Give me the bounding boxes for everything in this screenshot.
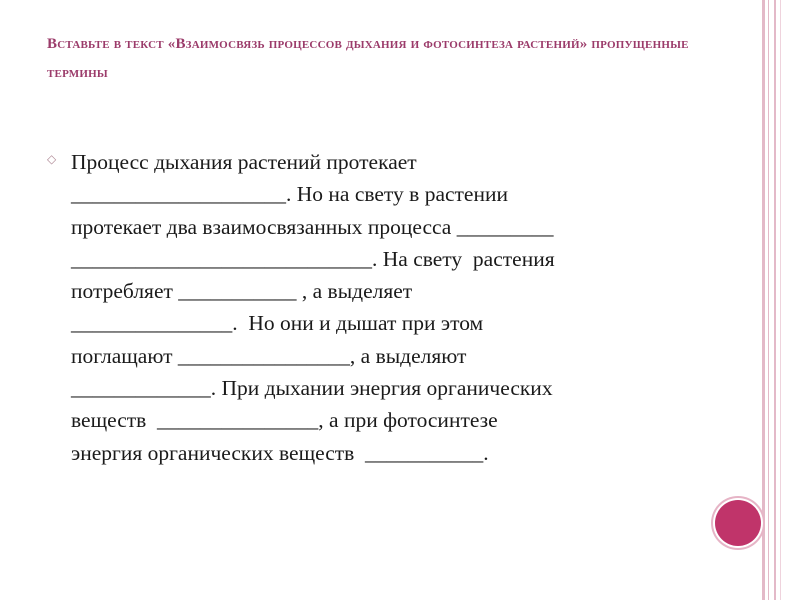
paragraph-line: _______________. Но они и дышат при этом bbox=[71, 311, 484, 336]
paragraph-line: веществ _______________, а при фотосинтезе bbox=[71, 408, 498, 433]
slide-title: Вставьте в текст «Взаимосвязь процессов дыхания и фотосинтеза растений» пропущенные термины bbox=[47, 36, 689, 81]
decorative-side-line bbox=[768, 0, 769, 600]
paragraph-line: Процесс дыхания растений протекает bbox=[71, 150, 417, 174]
paragraph-line: _____________. При дыхании энергия органических bbox=[71, 376, 553, 401]
paragraph-line: ____________________. Но на свету в растении bbox=[71, 182, 508, 207]
fill-in-paragraph bbox=[71, 146, 701, 469]
hollow-diamond-icon: ◇ bbox=[47, 152, 57, 166]
decorative-side-line bbox=[774, 0, 776, 600]
paragraph-line: ____________________________. На свету растения bbox=[71, 246, 555, 271]
paragraph-line: протекает два взаимосвязанных процесса _________ bbox=[71, 214, 554, 239]
decorative-circle-icon bbox=[715, 500, 761, 546]
paragraph-line: энергия органических веществ ___________. bbox=[71, 440, 489, 465]
paragraph-line: потребляет ___________ , а выделяет bbox=[71, 279, 413, 304]
decorative-side-line bbox=[762, 0, 765, 600]
paragraph-line: поглащают ________________, а выделяют bbox=[71, 343, 467, 368]
decorative-side-line bbox=[780, 0, 781, 600]
